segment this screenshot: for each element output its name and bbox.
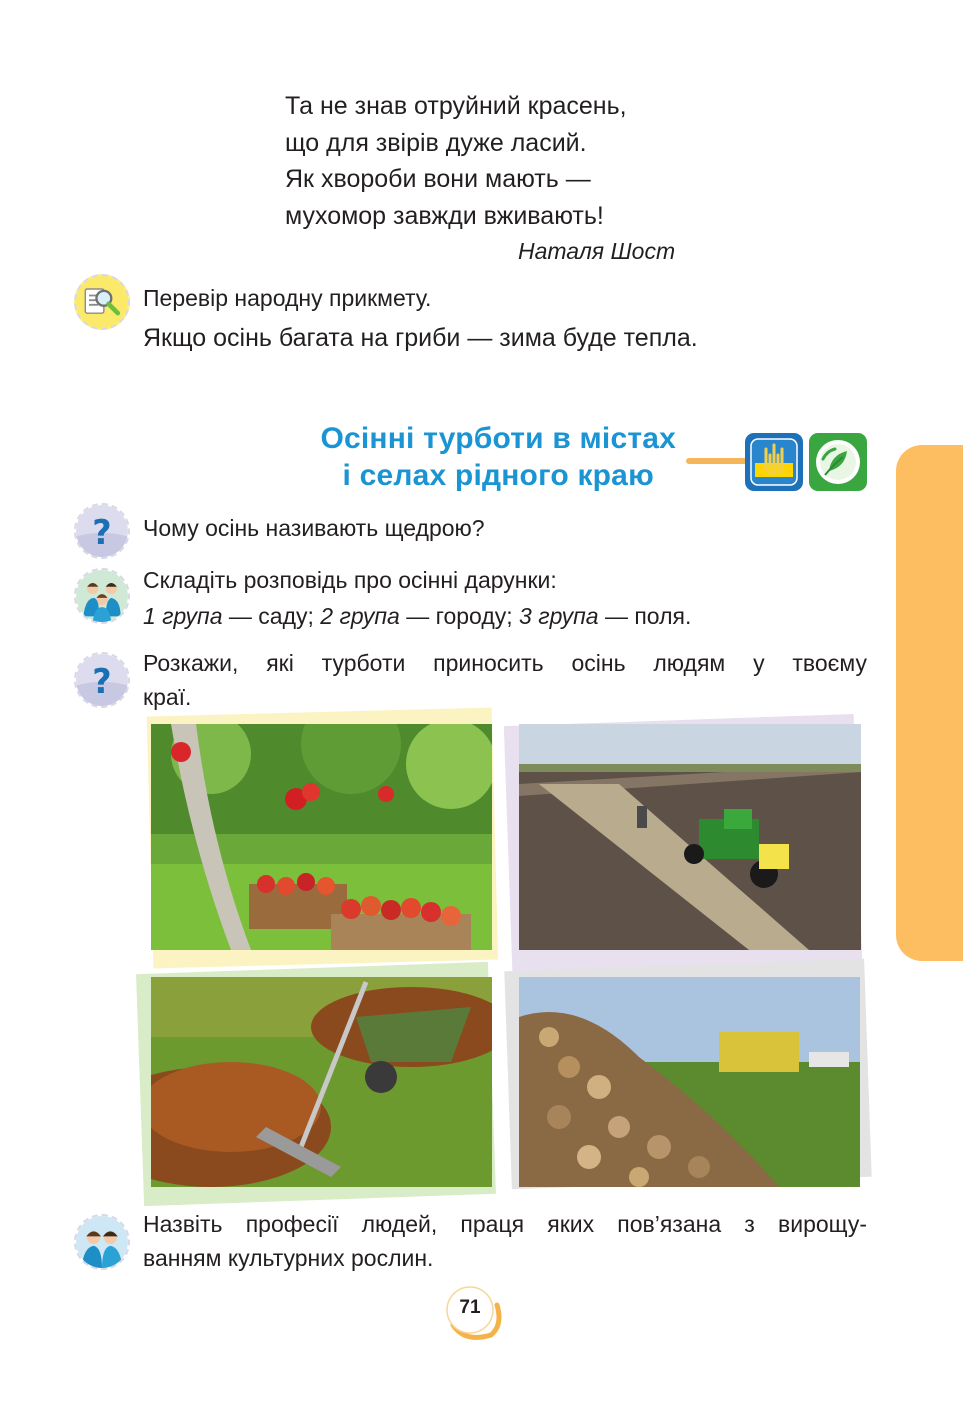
poem-line: Та не знав отруйний красень,: [285, 92, 627, 120]
poem-line: мухомор завжди вживають!: [285, 201, 604, 230]
check-instruction: Перевір народну прикмету.: [143, 285, 432, 311]
group-topic: — поля.: [598, 603, 692, 629]
page-number: 71: [459, 1297, 481, 1318]
group-label: 3 група: [519, 603, 599, 629]
group-task-intro: Складіть розповідь про осінні дарунки:: [143, 567, 557, 593]
question-icon: [74, 503, 130, 559]
group-students-icon: [74, 568, 130, 624]
pair-task-text: Назвіть професії людей, праця яких пов’язана з вирощу-: [143, 1211, 867, 1237]
group-topic: — саду;: [222, 603, 321, 629]
question-icon: [74, 652, 130, 708]
section-title: [320, 420, 676, 494]
tractor-field-photo: [519, 724, 861, 950]
poem-line: Як хвороби вони мають —: [285, 165, 591, 193]
question-text-cont: краї.: [143, 684, 192, 710]
poem-author: Наталя Шост: [518, 238, 676, 264]
pair-task-text-cont: ванням культурних рослин.: [143, 1245, 434, 1271]
magnifier-document-icon: [74, 274, 130, 330]
section-title-line: і селах рідного краю: [342, 459, 654, 492]
ukraine-trident-icon: [745, 433, 803, 491]
question-text: Чому осінь називають щедрою?: [143, 515, 485, 541]
group-label: 1 група: [143, 603, 223, 629]
side-tab: [896, 445, 963, 961]
sugar-beet-harvest-photo: [519, 977, 860, 1187]
group-assignments: [143, 599, 691, 633]
poem-line: що для звірів дуже ласий.: [285, 128, 587, 157]
raking-leaves-photo: [151, 977, 492, 1187]
svg-text:?: ?: [92, 662, 112, 701]
group-topic: — городу;: [399, 603, 520, 629]
group-label: 2 група: [320, 603, 400, 629]
pair-students-icon: [74, 1214, 130, 1270]
section-title-line: Осінні турботи в містах: [320, 422, 676, 455]
question-text: Розкажи, які турботи приносить осінь людям у твоєму: [143, 650, 867, 676]
page-number-badge: [445, 1285, 503, 1343]
svg-text:?: ?: [92, 513, 112, 552]
proverb: Якщо осінь багата на гриби — зима буде тепла.: [143, 324, 698, 352]
poem: [285, 88, 705, 234]
eco-leaf-icon: [809, 433, 867, 491]
apple-orchard-photo: [151, 724, 492, 950]
